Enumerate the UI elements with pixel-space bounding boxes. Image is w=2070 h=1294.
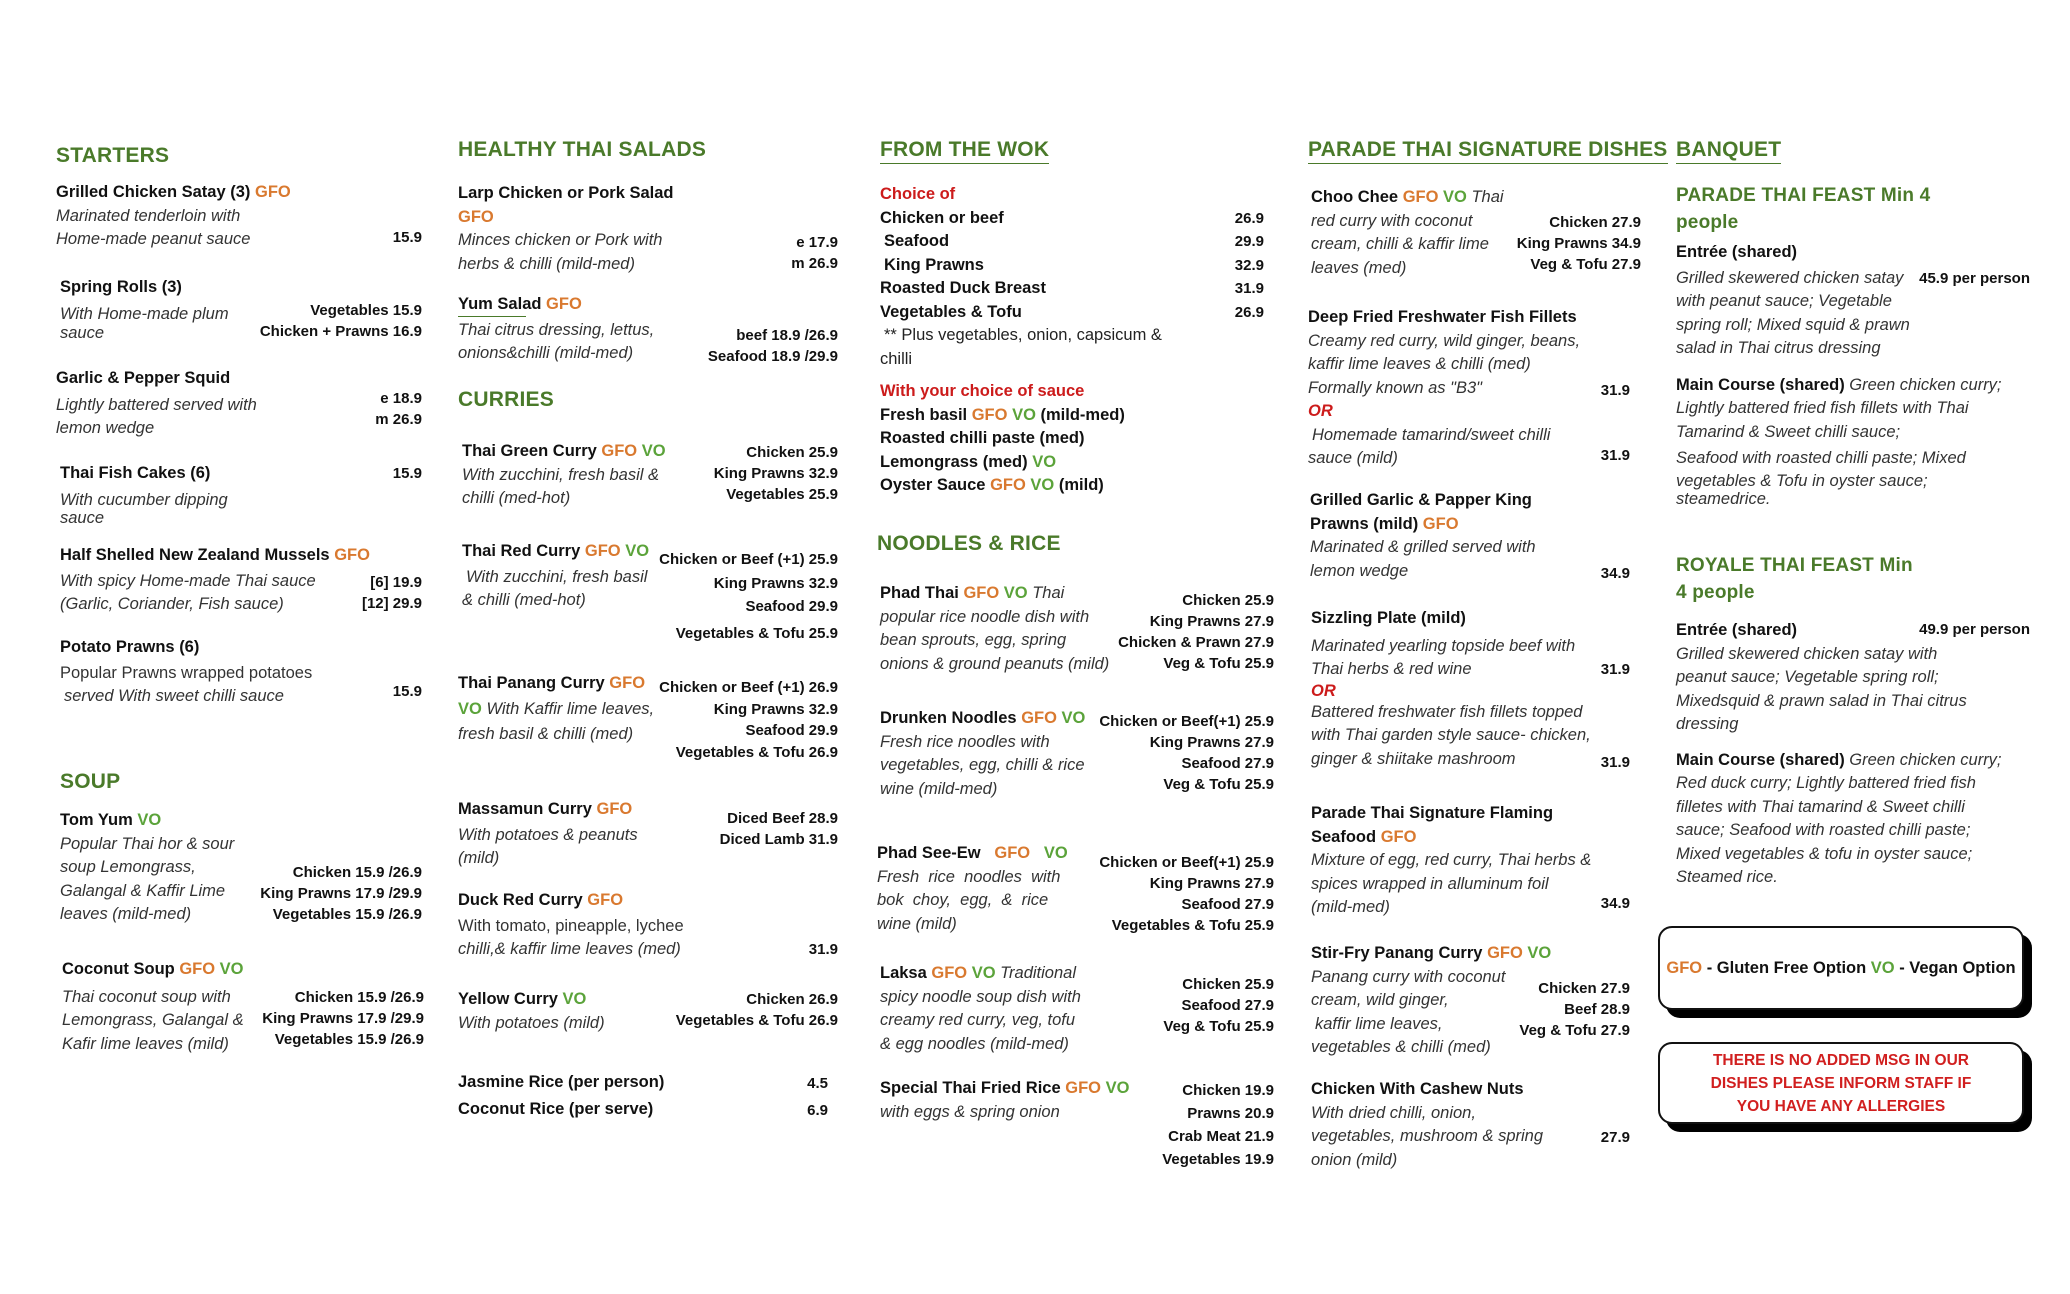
price: Seafood 27.9	[1181, 755, 1274, 772]
sauce-choice-title: With your choice of sauce	[880, 382, 1085, 400]
price: m 26.9	[791, 255, 838, 272]
price: Chicken 26.9	[746, 991, 838, 1008]
menu-item-yellow-curry: Yellow Curry VO With potatoes (mild) Chicken 26.9 Vegetables & Tofu 26.9	[458, 990, 838, 1032]
price: 15.9	[392, 683, 422, 700]
noodles-section	[877, 532, 1061, 556]
price: 15.9	[392, 465, 422, 482]
price: 26.9	[1234, 303, 1264, 321]
price: Diced Lamb 31.9	[719, 831, 838, 848]
price: Diced Beef 28.9	[727, 810, 838, 827]
menu-item-flaming-seafood: Parade Thai Signature Flaming Seafood GFO Mixture of egg, red curry, Thai herbs & spices wrapped in alluminum foil (mild-med) 34.9	[1311, 804, 1630, 916]
price: 31.9	[1234, 280, 1264, 297]
price: Veg & Tofu 25.9	[1163, 776, 1274, 793]
price: Crab Meat 21.9	[1168, 1128, 1274, 1145]
price: 29.9	[1234, 233, 1264, 250]
section-title-banquet: BANQUET	[1676, 138, 1781, 164]
section-title-signature: PARADE THAI SIGNATURE DISHES	[1308, 138, 1668, 164]
menu-item-tom-yum: Tom Yum VO Popular Thai hor & sour soup Lemongrass, Galangal & Kaffir Lime leaves (mild-med) Chicken 15.9 /26.9 King Prawns 17.9 /29.9 Vegetables 15.9 /26.9	[60, 811, 422, 923]
price: Chicken 27.9	[1538, 980, 1630, 997]
menu-item-drunken-noodles: Drunken Noodles GFO VO Fresh rice noodles with vegetables, egg, chilli & rice wine (mild-med) Chicken or Beef(+1) 25.9 King Prawns 27.9 Seafood 27.9 Veg & Tofu 25.9	[880, 709, 1274, 798]
price: Seafood 27.9	[1181, 896, 1274, 913]
menu-item-massamun-curry: Massamun Curry GFO With potatoes & peanuts (mild) Diced Beef 28.9 Diced Lamb 31.9	[458, 800, 838, 867]
price: Seafood 18.9 /29.9	[707, 348, 838, 365]
vo-tag: VO	[1003, 584, 1028, 602]
price: beef 18.9 /26.9	[736, 327, 838, 344]
gfo-tag: GFO	[609, 674, 646, 692]
vo-tag: VO	[1870, 958, 1895, 977]
price: Chicken 27.9	[1549, 214, 1641, 231]
price: Vegetables & Tofu 26.9	[675, 743, 838, 761]
gfo-tag: GFO	[584, 542, 621, 560]
price: Chicken 25.9	[1182, 976, 1274, 993]
price: Veg & Tofu 27.9	[1519, 1022, 1630, 1039]
gfo-tag: GFO	[971, 405, 1008, 424]
menu-item-mussels: Half Shelled New Zealand Mussels GFO With spicy Home-made Thai sauce (Garlic, Coriander, Fish sauce) [6] 19.9 [12] 29.9	[60, 546, 422, 613]
or-label: OR	[1308, 402, 1333, 420]
vo-tag: VO	[971, 964, 996, 982]
menu-item-see-ew: Phad See-Ew GFO VO Fresh rice noodles with bok choy, egg, & rice wine (mild) Chicken or Beef(+1) 25.9 King Prawns 27.9 Seafood 27.9 Vegetables & Tofu 25.9	[877, 844, 1274, 934]
parade-feast-title: PARADE THAI FEAST Min 4	[1676, 185, 1931, 206]
price: King Prawns 17.9 /29.9	[262, 1010, 424, 1027]
vo-tag: VO	[1105, 1079, 1130, 1097]
signature-section	[1308, 138, 1668, 164]
allergy-notice-box: THERE IS NO ADDED MSG IN OUR DISHES PLEASE INFORM STAFF IF YOU HAVE ANY ALLERGIES	[1658, 1042, 2024, 1124]
gfo-tag: GFO	[179, 960, 216, 978]
sauce-fresh-basil: Fresh basil GFO VO (mild-med)	[880, 405, 1125, 424]
section-title-soup: SOUP	[60, 770, 121, 793]
vo-tag: VO	[137, 811, 162, 829]
vo-tag: VO	[1030, 476, 1055, 494]
legend-box: GFO - Gluten Free Option VO - Vegan Option	[1658, 926, 2024, 1010]
curries-section	[458, 388, 554, 412]
vo-tag: VO	[458, 699, 482, 718]
price: 45.9 per person	[1919, 270, 2030, 287]
price: Chicken 15.9 /26.9	[294, 989, 424, 1006]
wok-row-seafood: Seafood 29.9	[880, 230, 1264, 254]
salads-section	[458, 138, 706, 162]
vo-tag: VO	[625, 542, 650, 560]
price: Vegetables & Tofu 25.9	[1111, 917, 1274, 934]
price: [6] 19.9	[370, 574, 422, 591]
price: 15.9	[392, 229, 422, 246]
price: Chicken or Beef(+1) 25.9	[1099, 713, 1274, 730]
gfo-tag: GFO	[994, 844, 1031, 862]
price: Vegetables & Tofu 25.9	[675, 624, 838, 642]
sauce-roasted-chilli: Roasted chilli paste (med)	[880, 429, 1085, 447]
price: Chicken 25.9	[746, 444, 838, 461]
price: 31.9	[1600, 661, 1630, 678]
wok-sauce-block	[880, 380, 1264, 504]
menu-item-sizzling-plate: Sizzling Plate (mild) Marinated yearling topside beef with Thai herbs & red wine OR Battered freshwater fish fillets topped with Thai garden style sauce- chicken, ginger & shiitake mashroom 31.9 31.9	[1311, 609, 1630, 771]
menu-item-fish-fillets: Deep Fried Freshwater Fish Fillets Creamy red curry, wild ginger, beans, kaffir lime leaves & chilli (med) Formally known as "B3" OR Homemade tamarind/sweet chilli sauce (mild) 31.9 31.9	[1308, 308, 1630, 467]
banquet-royale-feast: ROYALE THAI FEAST Min 4 people Entrée (shared) 49.9 per person Grilled skewered chicken satay with peanut sauce; Vegetable spring roll; Mixedsquid & prawn salad in Thai citrus dressing Main Course (shared) Green chicken curry; Red duck curry; Lightly battered fried fish filletes with Thai tamarind & Sweet chilli sauce; Seafood with roasted chilli paste; Mixed vegetables & tofu in oyster sauce; Steamed rice.	[1676, 552, 2042, 912]
price: King Prawns 32.9	[713, 465, 838, 482]
price: Beef 28.9	[1564, 1001, 1630, 1018]
menu-item-panang-curry: Thai Panang Curry GFO VO With Kaffir lime leaves, fresh basil & chilli (med) Chicken or Beef (+1) 26.9 King Prawns 32.9 Seafood 29.9 Vegetables & Tofu 26.9	[458, 672, 838, 768]
gfo-tag: GFO	[1021, 709, 1057, 727]
menu-item-king-prawns: Grilled Garlic & Papper King Prawns (mild) GFO Marinated & grilled served with lemon wedge 34.9	[1310, 491, 1630, 582]
banquet-section	[1676, 138, 1781, 164]
menu-item-green-curry: Thai Green Curry GFO VO With zucchini, fresh basil & chilli (med-hot) Chicken 25.9 King Prawns 32.9 Vegetables 25.9	[462, 442, 838, 507]
price: 49.9 per person	[1919, 621, 2030, 638]
price: Vegetables 15.9 /26.9	[274, 1031, 424, 1048]
price: Vegetables & Tofu 26.9	[675, 1012, 838, 1029]
price: 31.9	[808, 941, 838, 958]
gfo-tag: GFO	[1402, 188, 1439, 206]
section-title-salads: HEALTHY THAI SALADS	[458, 138, 707, 161]
banquet-parade-feast: PARADE THAI FEAST Min 4 people Entrée (shared) 45.9 per person Grilled skewered chicken satay with peanut sauce; Vegetable spring roll; Mixed squid & prawn salad in Thai citrus dressing Main Course (shared) Green chicken curry; Lightly battered fried fish fillets with Thai Tamarind & Sweet chilli sauce; Seafood with roasted chilli paste; Mixed vegetables & Tofu in oyster sauce; steamedrice.	[1676, 182, 2042, 522]
menu-item-stir-fry-panang: Stir-Fry Panang Curry GFO VO Panang curry with coconut cream, wild ginger, kaffir lime leaves, vegetables & chilli (med) Chicken 27.9 Beef 28.9 Veg & Tofu 27.9	[1311, 944, 1630, 1056]
price: Seafood 29.9	[745, 722, 838, 739]
menu-item-choo-chee: Choo Chee GFO VO Thai red curry with coconut cream, chilli & kaffir lime leaves (med) Chicken 27.9 King Prawns 34.9 Veg & Tofu 27.9	[1311, 188, 1641, 277]
gfo-tag: GFO	[546, 295, 582, 313]
wok-choice-block: Choice of Chicken or beef 26.9 Seafood 29.9 King Prawns 32.9 Roasted Duck Breast 31.9 Vegetables & Tofu 26.9 ** Plus vegetables, onion, capsicum & chilli	[880, 185, 1264, 368]
price: 31.9	[1600, 754, 1630, 771]
menu-item-cashew-chicken: Chicken With Cashew Nuts With dried chilli, onion, vegetables, mushroom & spring onion (mild) 27.9	[1311, 1080, 1630, 1169]
gfo-tag: GFO	[963, 584, 1000, 602]
price: Chicken 19.9	[1182, 1082, 1274, 1099]
price: Chicken or Beef (+1) 25.9	[659, 551, 838, 568]
gfo-tag: GFO	[596, 800, 633, 818]
price: 31.9	[1600, 382, 1630, 399]
price: 6.9	[807, 1102, 828, 1119]
soup-section	[60, 770, 120, 794]
price: King Prawns 27.9	[1149, 734, 1274, 751]
gfo-tag: GFO	[601, 442, 638, 460]
price: Veg & Tofu 25.9	[1163, 655, 1274, 672]
menu-item-larp: Larp Chicken or Pork Salad GFO Minces chicken or Pork with herbs & chilli (mild-med) e 17.9 m 26.9	[458, 184, 838, 273]
price: [12] 29.9	[361, 595, 422, 612]
menu-item-spring-rolls: Spring Rolls (3) With Home-made plum sauce Vegetables 15.9 Chicken + Prawns 16.9	[60, 278, 422, 342]
price: 32.9	[1234, 256, 1264, 274]
vo-tag: VO	[1061, 709, 1086, 727]
wok-row-king-prawns: King Prawns 32.9	[880, 254, 1264, 278]
price: King Prawns 27.9	[1149, 875, 1274, 892]
price: Prawns 20.9	[1187, 1105, 1274, 1122]
menu-item-duck-curry: Duck Red Curry GFO With tomato, pineapple, lychee chilli,& kaffir lime leaves (med) 31.9	[458, 891, 838, 958]
price: Vegetables 15.9 /26.9	[272, 906, 422, 923]
gfo-tag: GFO	[1422, 514, 1459, 533]
menu-item-squid: Garlic & Pepper Squid Lightly battered served with lemon wedge e 18.9 m 26.9	[56, 369, 422, 437]
price: King Prawns 34.9	[1516, 235, 1641, 252]
menu-item-fried-rice: Special Thai Fried Rice GFO VO with eggs & spring onion Chicken 19.9 Prawns 20.9 Crab Meat 21.9 Vegetables 19.9	[880, 1077, 1274, 1177]
price: King Prawns 32.9	[713, 574, 838, 592]
price: Seafood 27.9	[1181, 997, 1274, 1014]
menu-item-yum-salad: Yum Salad GFO Thai citrus dressing, lettus, onions&chilli (mild-med) beef 18.9 /26.9 Seafood 18.9 /29.9	[458, 295, 838, 365]
price: 26.9	[1234, 209, 1264, 227]
price: Seafood 29.9	[745, 598, 838, 615]
price: King Prawns 17.9 /29.9	[260, 885, 422, 902]
price: 31.9	[1600, 447, 1630, 464]
section-title-wok: FROM THE WOK	[880, 138, 1049, 164]
gfo-tag: GFO	[1666, 958, 1703, 977]
vo-tag: VO	[219, 960, 244, 978]
price: King Prawns 32.9	[713, 700, 838, 718]
price: Chicken & Prawn 27.9	[1118, 634, 1274, 651]
or-label: OR	[1311, 681, 1336, 700]
gfo-tag: GFO	[334, 546, 370, 564]
gfo-tag: GFO	[587, 891, 624, 909]
vo-tag: VO	[1032, 452, 1057, 471]
section-title-starters: STARTERS	[56, 144, 170, 167]
price: Veg & Tofu 25.9	[1163, 1018, 1274, 1035]
price: Vegetables 25.9	[726, 486, 838, 503]
menu-item-potato-prawns: Potato Prawns (6) Popular Prawns wrapped potatoes served With sweet chilli sauce 15.9	[60, 638, 422, 705]
menu-item-satay: Grilled Chicken Satay (3) GFO Marinated tenderloin with Home-made peanut sauce 15.9	[56, 183, 422, 248]
menu-item-coconut-rice: Coconut Rice (per serve) 6.9	[458, 1100, 828, 1119]
vo-tag: VO	[1527, 944, 1552, 962]
vo-tag: VO	[1043, 844, 1068, 862]
menu-item-laksa: Laksa GFO VO Traditional spicy noodle soup dish with creamy red curry, veg, tofu & egg noodles (mild-med) Chicken 25.9 Seafood 27.9 Veg & Tofu 25.9	[880, 964, 1274, 1053]
gfo-tag: GFO	[1487, 944, 1523, 962]
price: King Prawns 27.9	[1149, 613, 1274, 630]
price: 34.9	[1600, 895, 1630, 912]
wok-row-duck: Roasted Duck Breast 31.9	[880, 277, 1264, 301]
gfo-tag: GFO	[1065, 1079, 1101, 1097]
price: m 26.9	[375, 411, 422, 428]
wok-row-veg-tofu: Vegetables & Tofu 26.9	[880, 301, 1264, 325]
price: e 18.9	[380, 390, 422, 407]
price: 34.9	[1600, 565, 1630, 582]
section-title-noodles: NOODLES & RICE	[877, 532, 1061, 555]
gfo-tag: GFO	[1380, 827, 1417, 846]
gfo-tag: GFO	[990, 476, 1026, 494]
gfo-tag: GFO	[458, 207, 494, 226]
price: Chicken 25.9	[1182, 592, 1274, 609]
starters-section	[56, 144, 421, 168]
price: Chicken or Beef (+1) 26.9	[659, 679, 838, 696]
menu-item-jasmine-rice: Jasmine Rice (per person) 4.5	[458, 1073, 828, 1092]
price: e 17.9	[796, 234, 838, 251]
sauce-lemongrass: Lemongrass (med) VO	[880, 452, 1057, 471]
vo-tag: VO	[1012, 405, 1036, 424]
price: Vegetables 15.9	[310, 302, 422, 319]
vo-tag: VO	[641, 442, 666, 460]
menu-item-phad-thai: Phad Thai GFO VO Thai popular rice noodle dish with bean sprouts, egg, spring onions & ground peanuts (mild) Chicken 25.9 King Prawns 27.9 Chicken & Prawn 27.9 Veg & Tofu 25.9	[880, 584, 1274, 673]
menu-item-coconut-soup: Coconut Soup GFO VO Thai coconut soup with Lemongrass, Galangal & Kafir lime leaves (mild) Chicken 15.9 /26.9 King Prawns 17.9 /29.9 Vegetables 15.9 /26.9	[62, 960, 424, 1053]
vo-tag: VO	[1443, 188, 1467, 206]
gfo-tag: GFO	[931, 964, 968, 982]
price: Chicken + Prawns 16.9	[259, 323, 422, 340]
wok-section	[880, 138, 1049, 164]
price: Chicken 15.9 /26.9	[292, 864, 422, 881]
price: 27.9	[1600, 1129, 1630, 1146]
wok-row-chicken-beef: Chicken or beef 26.9	[880, 207, 1264, 231]
menu-item-fish-cakes: Thai Fish Cakes (6) With cucumber dipping sauce 15.9	[60, 464, 422, 527]
gfo-tag: GFO	[255, 183, 291, 201]
vo-tag: VO	[562, 990, 587, 1008]
sauce-oyster: Oyster Sauce GFO VO (mild)	[880, 476, 1104, 494]
price: Veg & Tofu 27.9	[1530, 256, 1641, 273]
section-title-curries: CURRIES	[458, 388, 554, 411]
price: 4.5	[807, 1075, 828, 1092]
price: Chicken or Beef(+1) 25.9	[1099, 854, 1274, 871]
royale-feast-title: ROYALE THAI FEAST Min	[1676, 555, 1913, 576]
menu-item-red-curry: Thai Red Curry GFO VO With zucchini, fresh basil & chilli (med-hot) Chicken or Beef (+1) 25.9 King Prawns 32.9 Seafood 29.9 Vegetables & Tofu 25.9	[462, 540, 838, 644]
price: Vegetables 19.9	[1162, 1151, 1274, 1168]
